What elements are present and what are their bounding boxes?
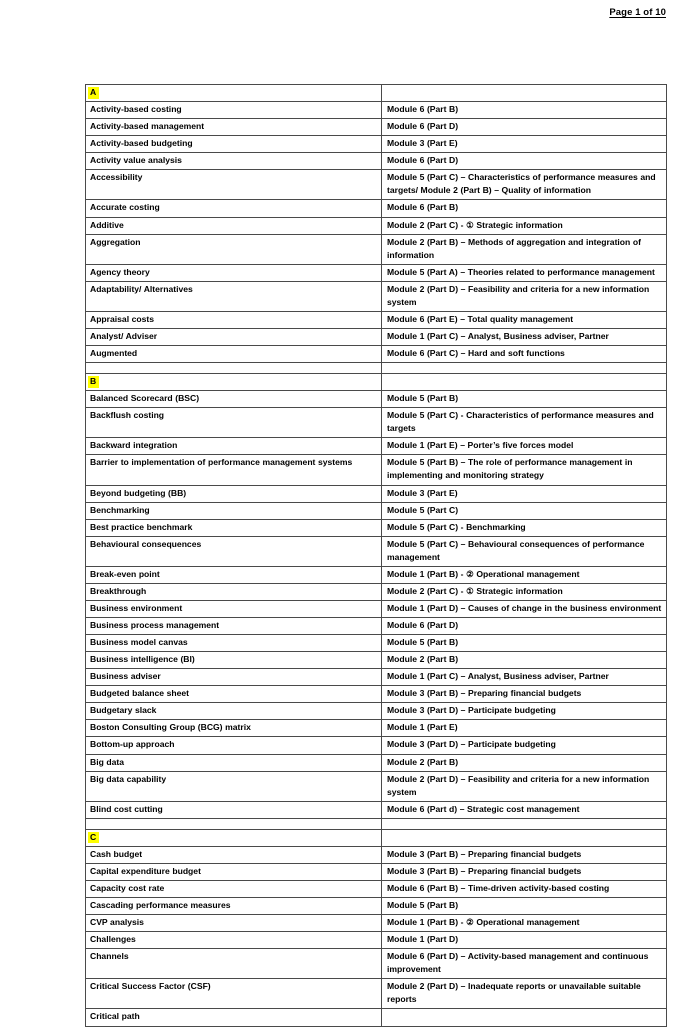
table-row <box>86 485 667 502</box>
glossary-reference-cell: Module 6 (Part D) <box>382 119 667 136</box>
table-row <box>86 880 667 897</box>
glossary-reference-cell: Module 3 (Part E) <box>382 136 667 153</box>
table-row <box>86 932 667 949</box>
glossary-term-cell: Break-even point <box>86 566 382 583</box>
glossary-term-cell: Business environment <box>86 600 382 617</box>
alphabet-heading-row <box>86 374 667 391</box>
page-number-label: Page 1 of 10 <box>609 7 666 18</box>
table-row <box>86 949 667 979</box>
glossary-term-cell: Critical Success Factor (CSF) <box>86 979 382 1009</box>
table-row <box>86 264 667 281</box>
glossary-term-cell: Augmented <box>86 346 382 363</box>
glossary-table <box>85 84 667 1027</box>
glossary-term-cell: Budgeted balance sheet <box>86 686 382 703</box>
alphabet-letter-highlight: A <box>88 87 99 99</box>
glossary-term-cell: Balanced Scorecard (BSC) <box>86 391 382 408</box>
glossary-term-cell: Boston Consulting Group (BCG) matrix <box>86 720 382 737</box>
glossary-term-cell: Activity-based costing <box>86 102 382 119</box>
table-row <box>86 346 667 363</box>
glossary-term-cell: Behavioural consequences <box>86 536 382 566</box>
table-row <box>86 153 667 170</box>
glossary-term-cell: Bottom-up approach <box>86 737 382 754</box>
glossary-term-cell: Beyond budgeting (BB) <box>86 485 382 502</box>
glossary-reference-cell: Module 5 (Part B) <box>382 391 667 408</box>
table-row <box>86 438 667 455</box>
glossary-term-cell: Backflush costing <box>86 408 382 438</box>
glossary-reference-cell: Module 2 (Part D) – Feasibility and criteria for a new information system <box>382 281 667 311</box>
glossary-term-cell: Accurate costing <box>86 200 382 217</box>
glossary-term-cell: Capital expenditure budget <box>86 863 382 880</box>
table-row <box>86 170 667 200</box>
glossary-reference-cell: Module 6 (Part C) – Hard and soft functions <box>382 346 667 363</box>
glossary-term-cell: Big data capability <box>86 771 382 801</box>
glossary-reference-cell: Module 1 (Part E) – Porter’s five forces model <box>382 438 667 455</box>
glossary-term-cell: Big data <box>86 754 382 771</box>
table-row <box>86 200 667 217</box>
table-row <box>86 915 667 932</box>
alphabet-heading-cell <box>86 374 382 391</box>
alphabet-heading-cell <box>86 85 382 102</box>
table-row <box>86 771 667 801</box>
table-row <box>86 328 667 345</box>
glossary-term-cell: Agency theory <box>86 264 382 281</box>
glossary-reference-cell: Module 5 (Part B) <box>382 635 667 652</box>
glossary-reference-cell: Module 1 (Part B) - ② Operational management <box>382 915 667 932</box>
table-row <box>86 119 667 136</box>
glossary-reference-cell: Module 3 (Part D) – Participate budgeting <box>382 737 667 754</box>
glossary-term-cell: Business adviser <box>86 669 382 686</box>
glossary-reference-cell: Module 3 (Part D) – Participate budgeting <box>382 703 667 720</box>
glossary-reference-cell: Module 3 (Part E) <box>382 485 667 502</box>
glossary-term-cell: Business process management <box>86 618 382 635</box>
glossary-term-cell: CVP analysis <box>86 915 382 932</box>
table-row <box>86 408 667 438</box>
alphabet-heading-ref-cell <box>382 85 667 102</box>
glossary-reference-cell: Module 1 (Part E) <box>382 720 667 737</box>
table-row <box>86 281 667 311</box>
table-row <box>86 863 667 880</box>
table-row <box>86 455 667 485</box>
glossary-term-cell: Activity value analysis <box>86 153 382 170</box>
table-row <box>86 737 667 754</box>
glossary-reference-cell: Module 3 (Part B) – Preparing financial budgets <box>382 863 667 880</box>
table-row <box>86 102 667 119</box>
glossary-reference-cell: Module 5 (Part B) <box>382 898 667 915</box>
page-header <box>609 7 666 18</box>
alphabet-letter-highlight: B <box>88 376 99 388</box>
glossary-term-cell: Accessibility <box>86 170 382 200</box>
glossary-term-cell: Budgetary slack <box>86 703 382 720</box>
table-row <box>86 566 667 583</box>
glossary-term-cell: Channels <box>86 949 382 979</box>
glossary-reference-cell <box>382 1009 667 1026</box>
glossary-reference-cell: Module 6 (Part E) – Total quality management <box>382 311 667 328</box>
glossary-reference-cell: Module 5 (Part C) – Behavioural consequences of performance management <box>382 536 667 566</box>
glossary-term-cell: Additive <box>86 217 382 234</box>
glossary-term-cell: Blind cost cutting <box>86 801 382 818</box>
glossary-term-cell: Aggregation <box>86 234 382 264</box>
table-row <box>86 652 667 669</box>
table-row <box>86 720 667 737</box>
glossary-table-body <box>86 85 667 1027</box>
table-row <box>86 686 667 703</box>
table-row <box>86 502 667 519</box>
table-row <box>86 311 667 328</box>
glossary-term-cell: Best practice benchmark <box>86 519 382 536</box>
glossary-term-cell: Challenges <box>86 932 382 949</box>
table-row <box>86 136 667 153</box>
glossary-term-cell: Backward integration <box>86 438 382 455</box>
glossary-reference-cell: Module 3 (Part B) – Preparing financial budgets <box>382 686 667 703</box>
glossary-term-cell: Barrier to implementation of performance management systems <box>86 455 382 485</box>
glossary-reference-cell: Module 1 (Part D) – Causes of change in the business environment <box>382 600 667 617</box>
glossary-reference-cell: Module 2 (Part B) <box>382 754 667 771</box>
glossary-reference-cell: Module 3 (Part B) – Preparing financial budgets <box>382 846 667 863</box>
spacer-cell <box>382 363 667 374</box>
glossary-reference-cell: Module 2 (Part B) <box>382 652 667 669</box>
glossary-reference-cell: Module 5 (Part C) – Characteristics of performance measures and targets/ Module 2 (Part B) – Quality of information <box>382 170 667 200</box>
table-row <box>86 536 667 566</box>
table-row <box>86 600 667 617</box>
alphabet-heading-row <box>86 829 667 846</box>
table-row <box>86 801 667 818</box>
alphabet-heading-ref-cell <box>382 829 667 846</box>
glossary-reference-cell: Module 2 (Part D) – Feasibility and criteria for a new information system <box>382 771 667 801</box>
table-row <box>86 618 667 635</box>
table-row <box>86 391 667 408</box>
glossary-table-container <box>85 84 666 1027</box>
table-row <box>86 583 667 600</box>
glossary-term-cell: Business model canvas <box>86 635 382 652</box>
glossary-reference-cell: Module 6 (Part D) – Activity-based management and continuous improvement <box>382 949 667 979</box>
glossary-reference-cell: Module 1 (Part B) - ② Operational management <box>382 566 667 583</box>
glossary-reference-cell: Module 6 (Part B) – Time-driven activity-based costing <box>382 880 667 897</box>
glossary-term-cell: Breakthrough <box>86 583 382 600</box>
glossary-term-cell: Activity-based budgeting <box>86 136 382 153</box>
glossary-reference-cell: Module 2 (Part B) – Methods of aggregation and integration of information <box>382 234 667 264</box>
glossary-reference-cell: Module 6 (Part D) <box>382 618 667 635</box>
glossary-term-cell: Adaptability/ Alternatives <box>86 281 382 311</box>
glossary-reference-cell: Module 5 (Part A) – Theories related to performance management <box>382 264 667 281</box>
glossary-reference-cell: Module 2 (Part C) - ① Strategic information <box>382 217 667 234</box>
glossary-term-cell: Cash budget <box>86 846 382 863</box>
glossary-reference-cell: Module 5 (Part C) - Characteristics of performance measures and targets <box>382 408 667 438</box>
table-row <box>86 217 667 234</box>
alphabet-letter-highlight: C <box>88 832 99 844</box>
glossary-reference-cell: Module 2 (Part C) - ① Strategic information <box>382 583 667 600</box>
table-spacer-row <box>86 363 667 374</box>
glossary-reference-cell: Module 5 (Part C) - Benchmarking <box>382 519 667 536</box>
glossary-reference-cell: Module 1 (Part D) <box>382 932 667 949</box>
spacer-cell <box>382 818 667 829</box>
table-row <box>86 1009 667 1026</box>
glossary-term-cell: Analyst/ Adviser <box>86 328 382 345</box>
glossary-reference-cell: Module 6 (Part d) – Strategic cost management <box>382 801 667 818</box>
glossary-reference-cell: Module 5 (Part C) <box>382 502 667 519</box>
table-spacer-row <box>86 818 667 829</box>
glossary-reference-cell: Module 6 (Part B) <box>382 102 667 119</box>
table-row <box>86 669 667 686</box>
glossary-reference-cell: Module 1 (Part C) – Analyst, Business adviser, Partner <box>382 669 667 686</box>
glossary-reference-cell: Module 6 (Part B) <box>382 200 667 217</box>
spacer-cell <box>86 363 382 374</box>
alphabet-heading-row <box>86 85 667 102</box>
alphabet-heading-ref-cell <box>382 374 667 391</box>
glossary-term-cell: Appraisal costs <box>86 311 382 328</box>
glossary-term-cell: Capacity cost rate <box>86 880 382 897</box>
table-row <box>86 703 667 720</box>
glossary-term-cell: Business intelligence (BI) <box>86 652 382 669</box>
table-row <box>86 519 667 536</box>
spacer-cell <box>86 818 382 829</box>
glossary-term-cell: Activity-based management <box>86 119 382 136</box>
table-row <box>86 635 667 652</box>
alphabet-heading-cell <box>86 829 382 846</box>
glossary-term-cell: Cascading performance measures <box>86 898 382 915</box>
table-row <box>86 234 667 264</box>
glossary-reference-cell: Module 2 (Part D) – Inadequate reports or unavailable suitable reports <box>382 979 667 1009</box>
table-row <box>86 979 667 1009</box>
glossary-reference-cell: Module 6 (Part D) <box>382 153 667 170</box>
glossary-term-cell: Benchmarking <box>86 502 382 519</box>
glossary-reference-cell: Module 1 (Part C) – Analyst, Business adviser, Partner <box>382 328 667 345</box>
table-row <box>86 846 667 863</box>
glossary-reference-cell: Module 5 (Part B) – The role of performance management in implementing and monitoring strategy <box>382 455 667 485</box>
table-row <box>86 898 667 915</box>
table-row <box>86 754 667 771</box>
glossary-term-cell: Critical path <box>86 1009 382 1026</box>
